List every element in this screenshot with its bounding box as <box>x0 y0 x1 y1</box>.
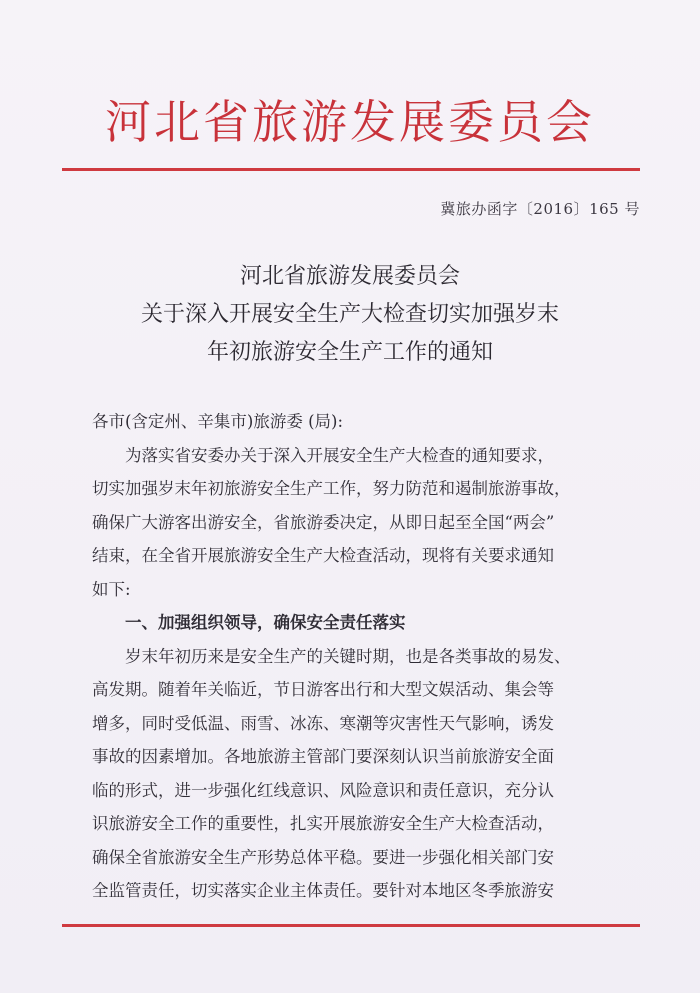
notice-title-line: 关于深入开展安全生产大检查切实加强岁末 <box>140 302 559 327</box>
paragraph-line: 为落实省安委办关于深入开展安全生产大检查的通知要求， <box>125 445 554 465</box>
paragraph-line: 岁末年初历来是安全生产的关键时期，也是各类事故的易发、 <box>125 646 571 666</box>
paragraph-line: 如下: <box>92 579 131 599</box>
paragraph-line: 高发期。随着年关临近，节日游客出行和大型文娱活动、集会等 <box>92 680 554 699</box>
addressee-line: 各市(含定州、辛集市)旅游委 (局): <box>92 412 344 431</box>
section-heading: 一、加强组织领导，确保安全责任落实 <box>125 613 406 632</box>
paragraph-line: 确保全省旅游安全生产形势总体平稳。要进一步强化相关部门安 <box>92 847 554 867</box>
paragraph-line: 增多，同时受低温、雨雪、冰冻、寒潮等灾害性天气影响，诱发 <box>92 713 554 733</box>
paragraph-line: 结束，在全省开展旅游安全生产大检查活动，现将有关要求通知 <box>92 546 554 565</box>
paragraph-line: 切实加强岁末年初旅游安全生产工作，努力防范和遏制旅游事故， <box>92 479 571 498</box>
paragraph-line: 识旅游安全工作的重要性，扎实开展旅游安全生产大检查活动， <box>92 814 554 833</box>
paragraph-line: 全监管责任，切实落实企业主体责任。要针对本地区冬季旅游安 <box>92 881 554 900</box>
letterhead-title: 河北省旅游发展委员会 <box>105 95 595 149</box>
paragraph-line: 临的形式，进一步强化红线意识、风险意识和责任意识，充分认 <box>92 780 554 800</box>
notice-title-line: 河北省旅游发展委员会 <box>239 264 460 289</box>
document-number: 冀旅办函字〔2016〕165 号 <box>440 200 640 218</box>
footer-red-rule <box>62 924 640 927</box>
notice-title <box>0 258 700 372</box>
paragraph-line: 确保广大游客出游安全，省旅游委决定，从即日起至全国“两会” <box>92 512 555 532</box>
notice-title-line: 年初旅游安全生产工作的通知 <box>206 340 493 365</box>
letterhead-red-rule <box>62 168 640 171</box>
notice-body <box>92 405 652 908</box>
paragraph-line: 事故的因素增加。各地旅游主管部门要深刻认识当前旅游安全面 <box>92 747 554 766</box>
